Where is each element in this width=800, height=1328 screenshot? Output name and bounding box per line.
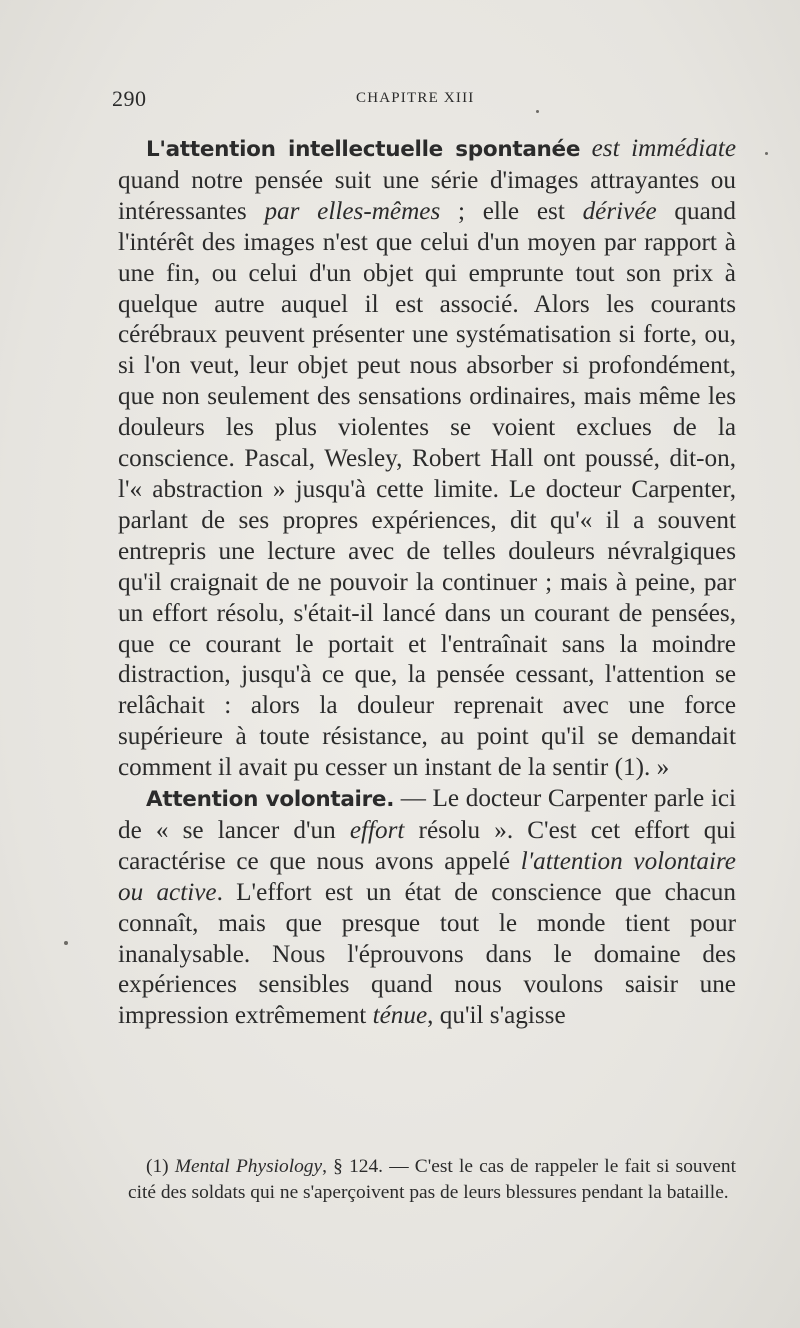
paper-speck bbox=[64, 941, 68, 945]
paper-speck bbox=[536, 110, 539, 113]
text-run: . L'effort est un état de conscience que chacun connaît, mais que presque tout le monde tient pour inanalysable. Nous l'éprouvons dans le domaine des expériences sensibles quand nous voulons saisir une impression extrêmement bbox=[118, 878, 736, 1030]
text-run: ; elle est bbox=[440, 197, 583, 225]
paper-speck bbox=[765, 152, 768, 155]
footnote-source: Mental Physiology bbox=[174, 1156, 323, 1177]
paragraph-heading: L'attention intellectuelle spontanée bbox=[146, 137, 581, 162]
text-run: , qu'il s'agisse bbox=[427, 1002, 566, 1030]
page-number: 290 bbox=[112, 86, 147, 111]
paragraph-heading: Attention volontaire. bbox=[146, 787, 395, 813]
text-run: quand notre pensée suit une série d'images attrayantes ou intéressantes bbox=[118, 166, 736, 225]
emphasis: par elles-mêmes bbox=[264, 197, 441, 225]
paragraph-spontaneous-attention bbox=[118, 134, 736, 784]
emphasis: est immédiate bbox=[591, 135, 736, 162]
footnote bbox=[128, 1154, 736, 1205]
text-run: résolu ». C'est cet effort qui caractérise ce que nous avons appelé bbox=[118, 816, 736, 875]
emphasis: effort bbox=[349, 816, 405, 844]
text-run bbox=[580, 135, 591, 162]
text-run: quand l'intérêt des images n'est que celui d'un moyen par rapport à une fin, ou celui d'un objet qui emprunte tout son prix à quelque autre auquel il est associé. Alors les courants cérébraux peuvent présenter une systématisation si forte, ou, si l'on veut, leur objet peut nous absorber si profondément, que non seulement des sensations ordinaires, mais même les douleurs les plus violentes se voient exclues de la conscience. Pascal, Wesley, Robert Hall ont poussé, dit-on, l'« abstraction » jusqu'à cette limite. Le docteur Carpenter, parlant de ses propres expériences, dit qu'« il a souvent entrepris une lecture avec de telles douleurs névralgiques qu'il craignait de ne pouvoir la continuer ; mais à peine, par un effort résolu, s'était-il lancé dans un courant de pensées, que ce courant le portait et l'entraînait sans la moindre distraction, jusqu'à ce que, la pensée cessant, l'attention se relâchait : alors la douleur reprenait avec une force supérieure à toute résistance, au point qu'il se demandait comment il avait pu cesser un instant de la sentir (1). » bbox=[118, 197, 736, 782]
footnote-text bbox=[128, 1154, 736, 1205]
footnote-marker: (1) bbox=[146, 1156, 169, 1177]
paragraph-voluntary-attention bbox=[118, 784, 736, 1032]
running-head bbox=[112, 86, 740, 116]
emphasis: dérivée bbox=[582, 197, 657, 225]
text-run: — Le docteur Carpenter parle ici de « se lancer d'un bbox=[118, 785, 736, 844]
emphasis: ténue bbox=[372, 1002, 428, 1030]
emphasis: l'attention volontaire ou active bbox=[118, 847, 736, 906]
chapter-title: CHAPITRE XIII bbox=[356, 90, 475, 106]
text-run: , § 124. — C'est le cas de rappeler le fait si souvent cité des soldats qui ne s'aperçoivent pas de leurs blessures pendant la bataille. bbox=[128, 1156, 736, 1203]
body-text bbox=[118, 134, 736, 1032]
